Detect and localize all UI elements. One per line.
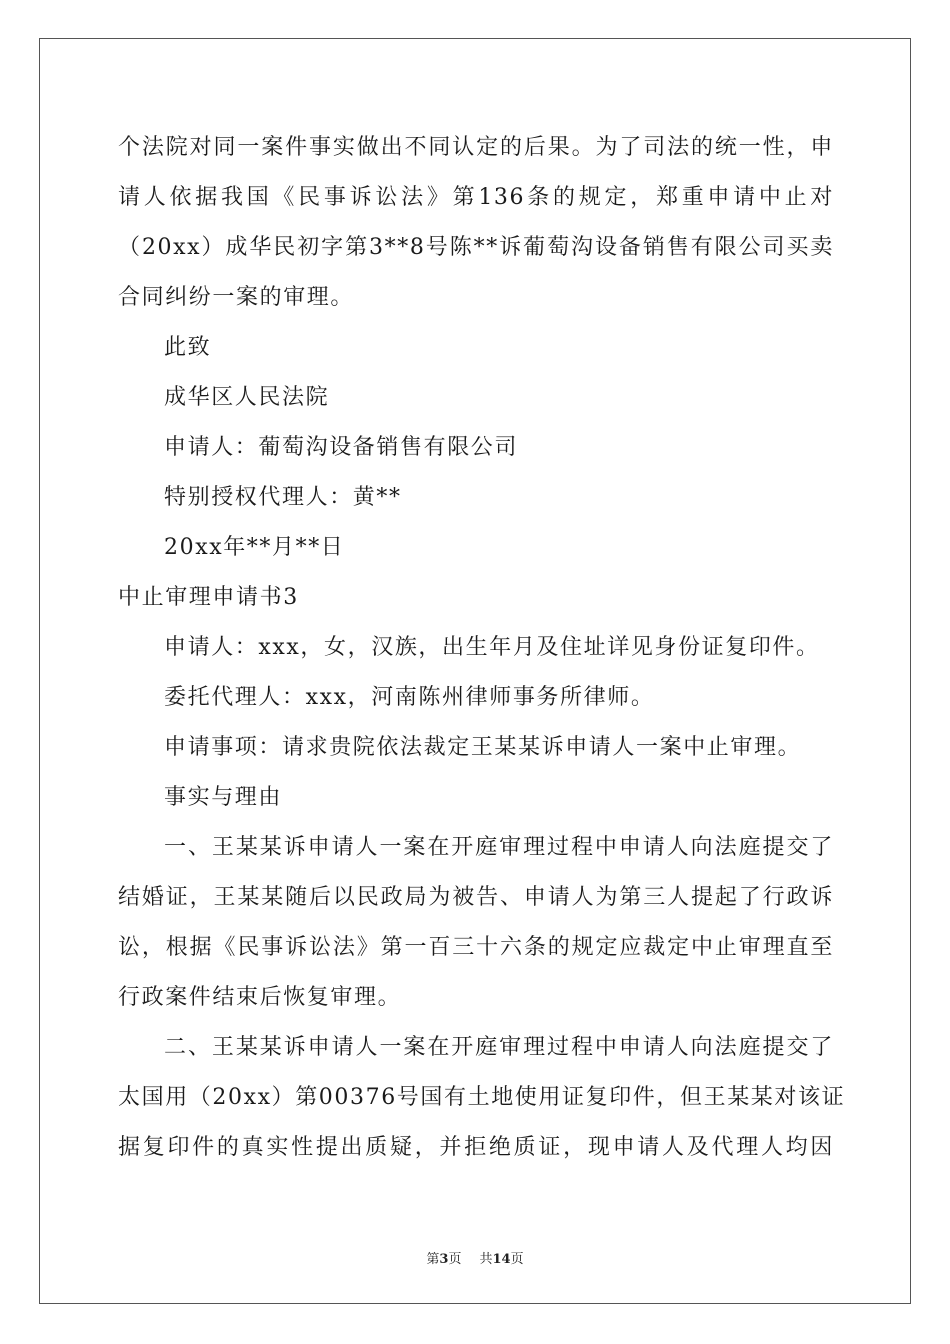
text-line: 20xx年**月**日 xyxy=(164,535,345,560)
text-line: 讼，根据《民事诉讼法》第一百三十六条的规定应裁定中止审理直至 xyxy=(118,935,834,960)
text-line: 申请事项：请求贵院依法裁定王某某诉申请人一案中止审理。 xyxy=(164,735,802,760)
page-footer xyxy=(0,1248,950,1267)
text-line: 一、王某某诉申请人一案在开庭审理过程中申请人向法庭提交了 xyxy=(164,835,834,860)
text-line: 请人依据我国《民事诉讼法》第136条的规定，郑重申请中止对 xyxy=(118,185,834,210)
text-line: 申请人：xxx，女，汉族，出生年月及住址详见身份证复印件。 xyxy=(164,635,820,660)
page-suffix: 页 xyxy=(448,1252,462,1267)
text-line: 申请人：葡萄沟设备销售有限公司 xyxy=(164,435,519,460)
page-number: 3 xyxy=(439,1252,449,1267)
text-line: 事实与理由 xyxy=(164,785,283,810)
total-suffix: 页 xyxy=(510,1252,524,1267)
text-line: 成华区人民法院 xyxy=(164,385,330,410)
text-line: 此致 xyxy=(164,335,212,360)
text-line: 太国用（20xx）第00376号国有土地使用证复印件，但王某某对该证 xyxy=(118,1085,846,1110)
text-line: 中止审理申请书3 xyxy=(118,585,299,610)
text-line: 据复印件的真实性提出质疑，并拒绝质证，现申请人及代理人均因 xyxy=(118,1135,834,1160)
page-prefix: 第 xyxy=(426,1252,440,1267)
text-line: 结婚证，王某某随后以民政局为被告、申请人为第三人提起了行政诉 xyxy=(118,885,834,910)
text-line: 个法院对同一案件事实做出不同认定的后果。为了司法的统一性，申 xyxy=(118,135,834,160)
text-line: 二、王某某诉申请人一案在开庭审理过程中申请人向法庭提交了 xyxy=(164,1035,834,1060)
total-pages: 14 xyxy=(492,1252,511,1267)
text-line: （20xx）成华民初字第3**8号陈**诉葡萄沟设备销售有限公司买卖 xyxy=(118,235,834,260)
text-line: 合同纠纷一案的审理。 xyxy=(118,285,355,310)
total-prefix: 共 xyxy=(479,1252,493,1267)
text-line: 特别授权代理人：黄** xyxy=(164,485,402,510)
text-line: 行政案件结束后恢复审理。 xyxy=(118,985,402,1010)
text-line: 委托代理人：xxx，河南陈州律师事务所律师。 xyxy=(164,685,655,710)
document-body xyxy=(118,123,846,1173)
